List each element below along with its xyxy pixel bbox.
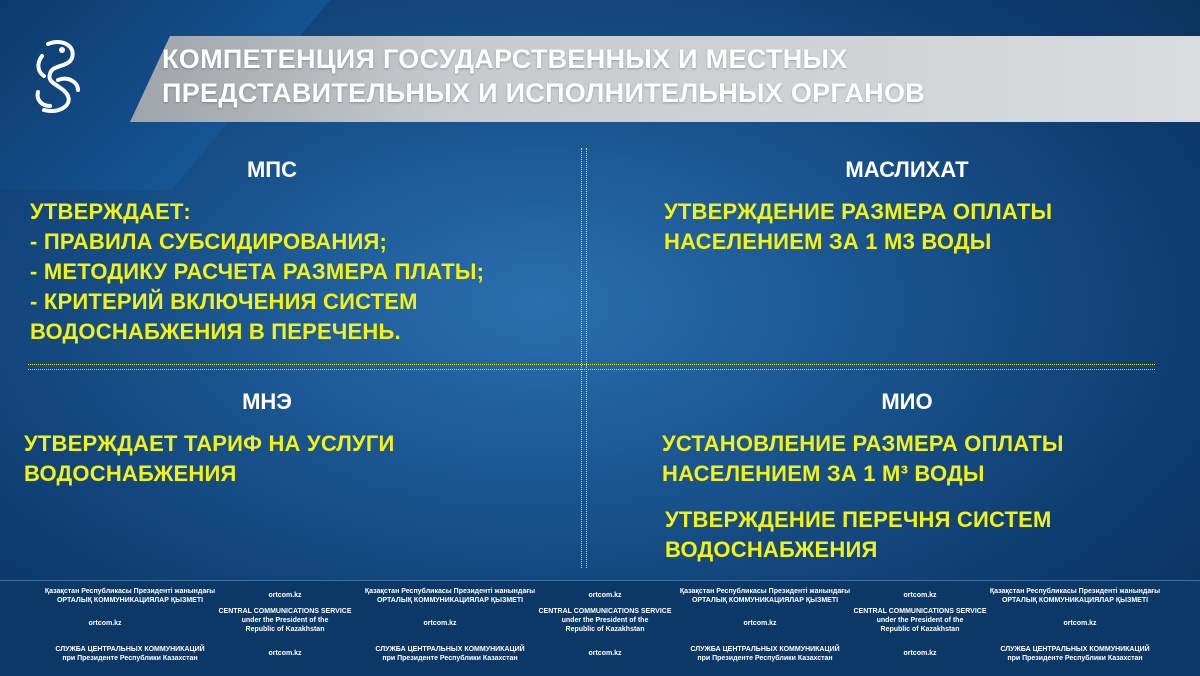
footer-kz-3: Қазақстан Республикасы Президенті жанындағы ОРТАЛЫҚ КОММУНИКАЦИЯЛАР ҚЫЗМЕТІ [679,588,851,604]
footer-site-6: ortcom.kz [743,620,777,627]
footer-site-4: ortcom.kz [88,620,122,627]
quadrant-heading-mio: МИО [881,389,933,414]
quadrant-heading-mne: МНЭ [242,389,292,414]
footer-watermark [0,580,1200,676]
footer-kz-2: Қазақстан Республикасы Президенті жанындағы ОРТАЛЫҚ КОММУНИКАЦИЯЛАР ҚЫЗМЕТІ [364,588,536,604]
snow-leopard-logo-icon [28,36,86,118]
quadrant-text-mio-2: УТВЕРЖДЕНИЕ ПЕРЕЧНЯ СИСТЕМ ВОДОСНАБЖЕНИЯ [665,507,1052,562]
footer-site-1: ortcom.kz [268,592,302,599]
footer-kz-1: Қазақстан Республикасы Президенті жанындағы ОРТАЛЫҚ КОММУНИКАЦИЯЛАР ҚЫЗМЕТІ [44,588,216,604]
quadrant-text-maslikhat: УТВЕРЖДЕНИЕ РАЗМЕРА ОПЛАТЫ НАСЕЛЕНИЕМ ЗА 1 М3 ВОДЫ [664,199,1053,254]
vertical-divider [581,148,587,568]
footer-en-1: CENTRAL COMMUNICATIONS SERVICE under the President of the Republic of Kazakhstan [218,608,352,633]
quadrant-text-mps: УТВЕРЖДАЕТ: - ПРАВИЛА СУБСИДИРОВАНИЯ; - МЕТОДИКУ РАСЧЕТА РАЗМЕРА ПЛАТЫ; - КРИТЕРИЙ ВКЛЮЧЕНИЯ СИСТЕМ ВОДОСНАБЖЕНИЯ В ПЕРЕЧЕНЬ. [30,199,485,344]
footer-en-2: CENTRAL COMMUNICATIONS SERVICE under the President of the Republic of Kazakhstan [538,608,672,633]
quadrant-text-mne: УТВЕРЖДАЕТ ТАРИФ НА УСЛУГИ ВОДОСНАБЖЕНИЯ [24,431,395,486]
horizontal-divider [28,364,1155,370]
quadrant-heading-mps: МПС [246,157,298,182]
footer-site-3: ortcom.kz [903,592,937,599]
footer-ru-2: СЛУЖБА ЦЕНТРАЛЬНЫХ КОММУНИКАЦИЙ при Президенте Республики Казахстан [375,646,525,662]
footer-site-10: ortcom.kz [903,650,937,657]
quadrant-heading-maslikhat: МАСЛИХАТ [845,157,969,182]
footer-en-3: CENTRAL COMMUNICATIONS SERVICE under the President of the Republic of Kazakhstan [853,608,987,633]
footer-site-8: ortcom.kz [268,650,302,657]
footer-ru-1: СЛУЖБА ЦЕНТРАЛЬНЫХ КОММУНИКАЦИЙ при Президенте Республики Казахстан [55,646,205,662]
footer-site-7: ortcom.kz [1063,620,1097,627]
footer-site-5: ortcom.kz [423,620,457,627]
slide-title: КОМПЕТЕНЦИЯ ГОСУДАРСТВЕННЫХ И МЕСТНЫХ ПРЕДСТАВИТЕЛЬНЫХ И ИСПОЛНИТЕЛЬНЫХ ОРГАНОВ [162,44,926,108]
footer-site-2: ortcom.kz [588,592,622,599]
footer-kz-4: Қазақстан Республикасы Президенті жанындағы ОРТАЛЫҚ КОММУНИКАЦИЯЛАР ҚЫЗМЕТІ [989,588,1161,604]
quadrant-text-mio-1: УСТАНОВЛЕНИЕ РАЗМЕРА ОПЛАТЫ НАСЕЛЕНИЕМ ЗА 1 М³ ВОДЫ [662,431,1064,486]
footer-site-9: ortcom.kz [588,650,622,657]
footer-ru-3: СЛУЖБА ЦЕНТРАЛЬНЫХ КОММУНИКАЦИЙ при Президенте Республики Казахстан [690,646,840,662]
footer-ru-4: СЛУЖБА ЦЕНТРАЛЬНЫХ КОММУНИКАЦИЙ при Президенте Республики Казахстан [1000,646,1150,662]
